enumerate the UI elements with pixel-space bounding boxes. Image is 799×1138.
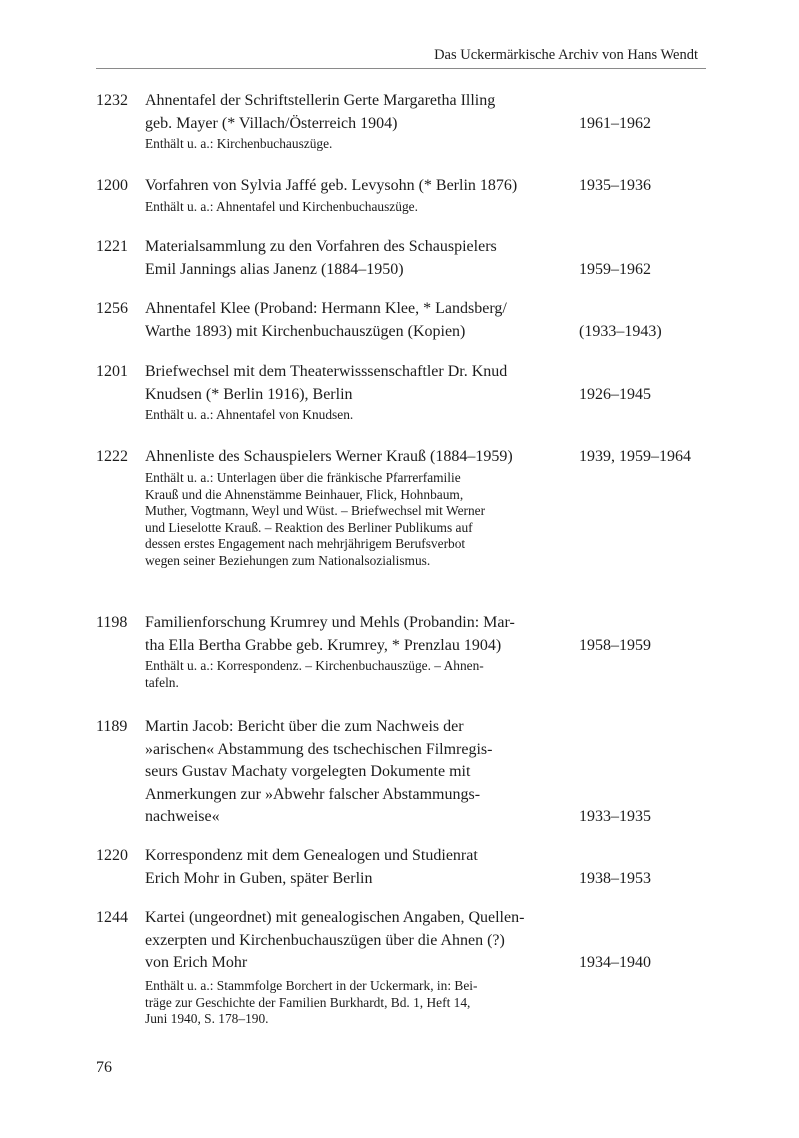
running-header: Das Uckermärkische Archiv von Hans Wendt: [434, 47, 698, 63]
entry-date: 1959–1962: [579, 260, 651, 278]
entry-date: 1961–1962: [579, 114, 651, 132]
entry-note: [145, 470, 541, 569]
entry-date: 1958–1959: [579, 636, 651, 654]
entry-date: 1938–1953: [579, 869, 651, 887]
entry-title: [145, 907, 545, 975]
entry-number: 1244: [96, 909, 128, 926]
entry-title-line: Erich Mohr in Guben, später Berlin: [145, 869, 373, 887]
entry-title-line: Korrespondenz mit dem Genealogen und Studienrat: [145, 847, 478, 864]
entry-title-line: Warthe 1893) mit Kirchenbuchauszügen (Kopien): [145, 322, 466, 340]
entry-title-line: nachweise«: [145, 808, 220, 825]
page-number: 76: [96, 1059, 112, 1076]
entry-number: 1232: [96, 92, 128, 109]
entry-note: [145, 658, 541, 691]
entry-title: [145, 90, 545, 135]
entry-date: 1939, 1959–1964: [579, 448, 691, 465]
entry-note-line: wegen seiner Beziehungen zum Nationalsozialismus.: [145, 552, 431, 568]
entry-note-line: Juni 1940, S. 178–190.: [145, 1011, 269, 1026]
entry-number: 1221: [96, 238, 128, 255]
entry-title-line: Familienforschung Krumrey und Mehls (Probandin: Mar-: [145, 614, 515, 631]
entry-title-line: geb. Mayer (* Villach/Österreich 1904): [145, 114, 398, 132]
entry-date: 1926–1945: [579, 385, 651, 403]
entry-title-line: Briefwechsel mit dem Theaterwisssenschaftler Dr. Knud: [145, 363, 508, 380]
entry-number: 1198: [96, 614, 128, 631]
header-rule: [96, 68, 706, 69]
entry-note-line: Enthält u. a.: Stammfolge Borchert in der Uckermark, in: Bei-: [145, 978, 478, 993]
entry-number: 1256: [96, 300, 128, 317]
entry-title-line: Materialsammlung zu den Vorfahren des Schauspielers: [145, 238, 497, 255]
entry-title-line: von Erich Mohr: [145, 954, 248, 971]
entry-title: [145, 446, 545, 469]
entry-note-line: dessen erstes Engagement nach mehrjährigem Berufsverbot: [145, 536, 466, 551]
entry-number: 1220: [96, 847, 128, 864]
entry-note-line: und Lieselotte Krauß. – Reaktion des Berliner Publikums auf: [145, 519, 473, 535]
entry-note: [145, 136, 541, 153]
entry-note-line: Enthält u. a.: Unterlagen über die fränkische Pfarrerfamilie: [145, 470, 461, 485]
entry-number: 1189: [96, 718, 128, 735]
entry-note-line: Krauß und die Ahnenstämme Beinhauer, Flick, Hohnbaum,: [145, 486, 464, 502]
entry-title-line: Vorfahren von Sylvia Jaffé geb. Levysohn (* Berlin 1876): [145, 177, 518, 194]
entry-number: 1201: [96, 363, 128, 380]
entry-title-line: exzerpten und Kirchenbuchauszügen über die Ahnen (?): [145, 931, 505, 949]
entry-title-line: seurs Gustav Machaty vorgelegten Dokumente mit: [145, 763, 471, 780]
entry-number: 1222: [96, 448, 128, 465]
entry-title: [145, 298, 545, 343]
entry-note-line: Enthält u. a.: Korrespondenz. – Kirchenbuchauszüge. – Ahnen-: [145, 658, 484, 673]
entry-title-line: Martin Jacob: Bericht über die zum Nachweis der: [145, 718, 464, 735]
entry-number: 1200: [96, 177, 128, 194]
entry-title: [145, 175, 545, 198]
entry-title-line: Emil Jannings alias Janenz (1884–1950): [145, 260, 404, 278]
entry-title-line: Ahnentafel Klee (Proband: Hermann Klee, * Landsberg/: [145, 300, 507, 317]
entry-title-line: Anmerkungen zur »Abwehr falscher Abstammungs-: [145, 785, 481, 803]
entry-date: 1933–1935: [579, 808, 651, 825]
entry-title-line: Knudsen (* Berlin 1916), Berlin: [145, 385, 353, 403]
entry-title-line: Ahnentafel der Schriftstellerin Gerte Margaretha Illing: [145, 92, 496, 109]
entry-date: (1933–1943): [579, 322, 662, 340]
entry-note: [145, 407, 541, 424]
entry-title-line: Kartei (ungeordnet) mit genealogischen Angaben, Quellen-: [145, 909, 525, 926]
entry-note-line: träge zur Geschichte der Familien Burkhardt, Bd. 1, Heft 14,: [145, 994, 471, 1010]
entry-title-line: »arischen« Abstammung des tschechischen Filmregis-: [145, 740, 493, 758]
entry-note-line: Enthält u. a.: Kirchenbuchauszüge.: [145, 136, 333, 151]
entry-title: [145, 845, 545, 890]
entry-title-line: Ahnenliste des Schauspielers Werner Krauß (1884–1959): [145, 448, 513, 465]
entry-note: [145, 199, 541, 216]
entry-title: [145, 361, 545, 406]
entry-date: 1934–1940: [579, 954, 651, 971]
entry-note-line: Enthält u. a.: Ahnentafel von Knudsen.: [145, 407, 354, 422]
entry-date: 1935–1936: [579, 177, 651, 194]
entry-note-line: Enthält u. a.: Ahnentafel und Kirchenbuchauszüge.: [145, 199, 418, 214]
entry-note-line: tafeln.: [145, 674, 179, 690]
entry-note: [145, 978, 541, 1028]
entry-note-line: Muther, Vogtmann, Weyl und Wüst. – Briefwechsel mit Werner: [145, 503, 486, 518]
entry-title-line: tha Ella Bertha Grabbe geb. Krumrey, * Prenzlau 1904): [145, 636, 502, 654]
entry-title: [145, 236, 545, 281]
entry-title: [145, 612, 545, 657]
entry-title: [145, 716, 545, 829]
